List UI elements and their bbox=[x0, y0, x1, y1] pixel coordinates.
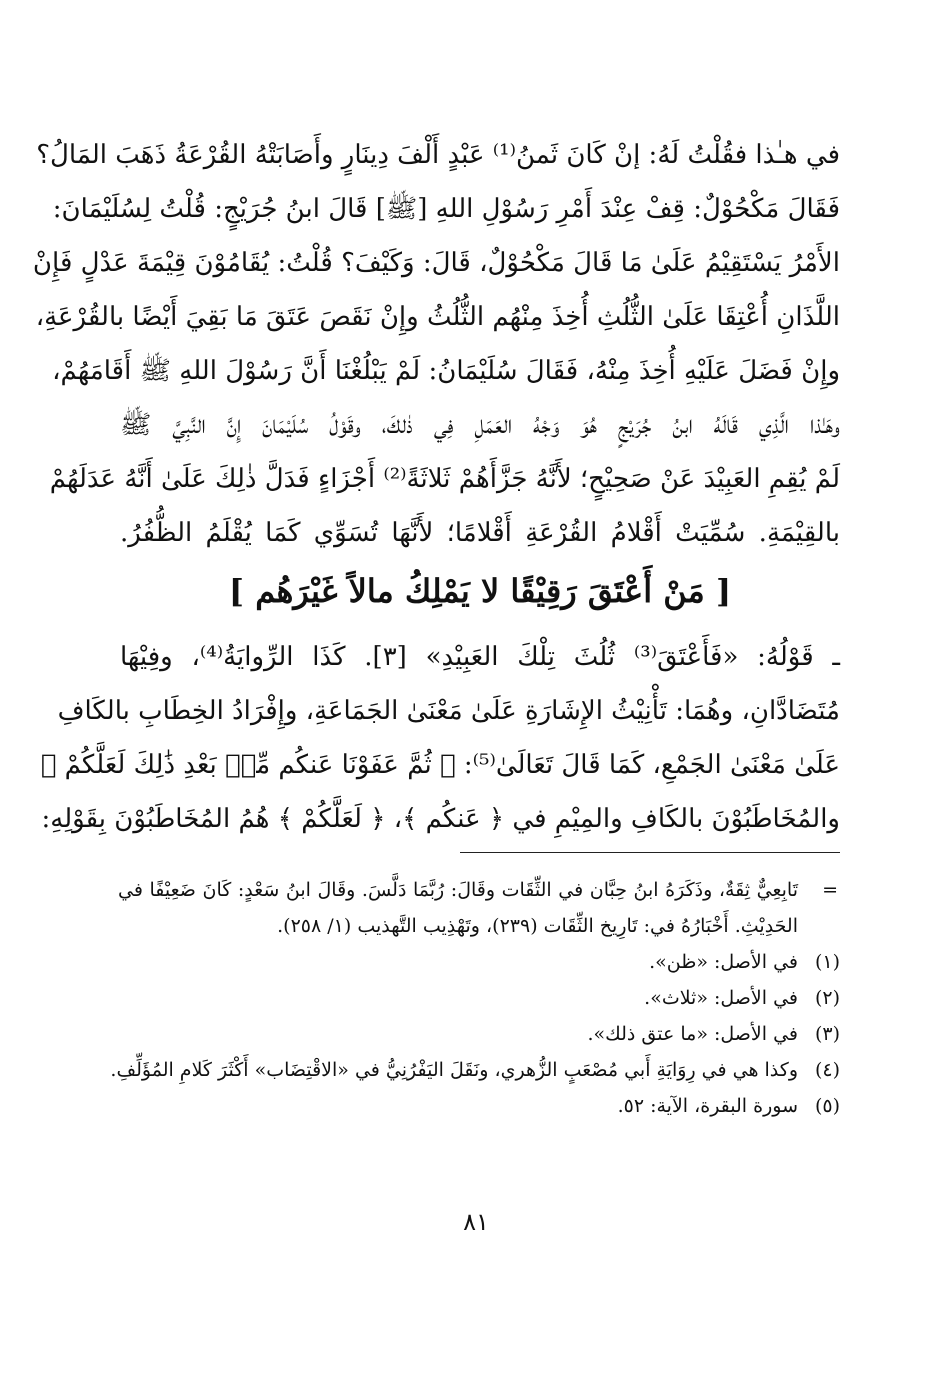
footnote-continuation-text: الحَدِيْثِ. أَخْبَارُهُ في: تَارِيخ الثِّقَات (٢٣٩)، وتَهْذِيب التَّهذيب (١/ ٢٥٨). bbox=[277, 915, 798, 937]
footnote-text: في الأصل: «ما عتق ذلك». bbox=[587, 1023, 798, 1045]
footnote-divider bbox=[460, 852, 840, 853]
text-line: بالقِيْمَةِ. سُمِّيَتْ أَقْلامُ القُرْعَةِ أَقْلامًا؛ لأَنَّهَا تُسَوِّي كَمَا يُقْلَمُ الظُّفُرُ. bbox=[120, 518, 840, 548]
footnote-item bbox=[118, 1016, 840, 1052]
text-line: مُتَضَادَّانِ، وهُمَا: تَأْنِيْثُ الإِشَارَةِ عَلَىٰ مَعْنَىٰ الجَمَاعَةِ، وإِفْرَادُ الخِطَابِ بالكَافِ bbox=[57, 696, 840, 726]
text-line: ـ قَوْلُهُ: «فَأَعْتَقَ⁽³⁾ ثُلُثَ تِلْكَ العَبِيْدِ» [٣]. كَذَا الرِّوايَةُ⁽⁴⁾، وفِيْهَا bbox=[120, 642, 840, 672]
footnote-continuation bbox=[118, 908, 840, 944]
section-heading: [ مَنْ أَعْتَقَ رَقِيْقًا لا يَمْلِكُ مالاً غَيْرَهُم ] bbox=[228, 572, 732, 610]
second-text-block bbox=[40, 630, 840, 846]
footnote-number: (٤) bbox=[814, 1059, 840, 1081]
footnote-item bbox=[118, 1088, 840, 1124]
text-line: عَلَىٰ مَعْنَىٰ الجَمْعِ، كَمَا قَالَ تَعَالَىٰ⁽⁵⁾: ﴿ ثُمَّ عَفَوْنَا عَنكُم مِّنۢ بَعْدِ ذَٰلِكَ لَعَلَّكُمْ ﴾ bbox=[40, 750, 840, 780]
text-line: فَقَالَ مَكْحُوْلٌ: قِفْ عِنْدَ أَمْرِ رَسُوْلِ اللهِ [ﷺ] قَالَ ابنُ جُرَيْجٍ: قُلْتُ لِسُلَيْمَانَ: bbox=[52, 194, 840, 224]
text-line: في هـٰذا فقُلْتُ لَهُ: إنْ كَانَ ثَمنُ⁽¹⁾ عَبْدٍ أَلْفَ دِينَارٍ وأَصَابَتْهُ القُرْعَةُ ذَهَبَ المَالُ؟ bbox=[36, 140, 840, 170]
text-line: وهَـٰذا الَّذِي قَالَهُ ابنُ جُرَيْجٍ هُوَ وَجْهُ العَمَلِ فِي ذٰلكَ، وقَوْلُ سُلَيْمَانَ إِنَّ النَّبِيَّ ﷺ bbox=[120, 410, 840, 440]
footnote-text: في الأصل: «ثلاث». bbox=[644, 987, 798, 1009]
footnote-text: وكذا هي في رِوَايَةِ أَبي مُصْعَبٍ الزُّهري، ونَقَلَ اليَفْرُنِيُّ في «الاقْتِضَاب» أَكْثَرَ كَلامِ المُؤَلِّفِ. bbox=[110, 1059, 798, 1081]
footnote-number: (٢) bbox=[814, 987, 840, 1009]
footnote-number: (٣) bbox=[814, 1023, 840, 1045]
footnote-item bbox=[110, 1052, 840, 1088]
footnotes bbox=[110, 872, 840, 1124]
text-line: الأَمْرُ يَسْتَقِيْمُ عَلَىٰ مَا قَالَ مَكْحُوْلٌ، قَالَ: وَكَيْفَ؟ قُلْتُ: يُقَامُوْنَ قِيْمَةَ عَدْلٍ فَإِنْ bbox=[32, 248, 840, 278]
footnote-continuation-text: تَابِعِيٌّ ثِقَةٌ، وذَكَرَهُ ابنُ حِبَّان في الثِّقَات وقَالَ: رُبَّمَا دَلَّسَ. وقَالَ ابنُ سَعْدٍ: كَانَ ضَعِيْفًا في bbox=[118, 879, 798, 901]
text-line: والمُخَاطَبُوْنَ بالكَافِ والمِيْمِ في ﴿ عَنكُم ﴾، ﴿ لَعَلَّكُمْ ﴾ هُمُ المُخَاطَبُوْنَ بِقَوْلِهِ: bbox=[41, 804, 840, 834]
footnote-continuation bbox=[118, 872, 840, 908]
text-line: لَمْ يُقِمِ العَبِيْدَ عَنْ صَحِيْحٍ؛ لأَنَّهُ جَزَّأَهُمْ ثَلاثَةً⁽²⁾ أَجْزَاءٍ فَدَلَّ ذٰلِكَ عَلَىٰ أَنَّهُ عَدَلَهُمْ bbox=[49, 464, 840, 494]
page-number: ٨١ bbox=[463, 1208, 489, 1236]
footnote-text: في الأصل: «ظن». bbox=[649, 951, 798, 973]
continuation-mark: = bbox=[822, 879, 838, 901]
footnote-number: (٥) bbox=[814, 1095, 840, 1117]
footnote-number: (١) bbox=[814, 951, 840, 973]
text-line: وإِنْ فَضَلَ عَلَيْهِ أُخِذَ مِنْهُ، فَقَالَ سُلَيْمَانُ: لَمْ يَبْلُغْنَا أَنَّ رَسُوْلَ اللهِ ﷺ أَقَامَهُمْ، bbox=[52, 356, 840, 386]
main-text-block bbox=[32, 128, 840, 560]
text-line: اللَّذَانِ أُعْتِقَا عَلَىٰ الثُّلُثِ أُخِذَ مِنْهُم الثُّلُثُ وإِنْ نَقَصَ عَتَقَ مَا بَقِيَ أَيْضًا بالقُرْعَةِ، bbox=[35, 302, 840, 332]
footnote-text: سورة البقرة، الآية: ٥٢. bbox=[617, 1095, 798, 1117]
footnote-item bbox=[118, 944, 840, 980]
footnote-item bbox=[118, 980, 840, 1016]
